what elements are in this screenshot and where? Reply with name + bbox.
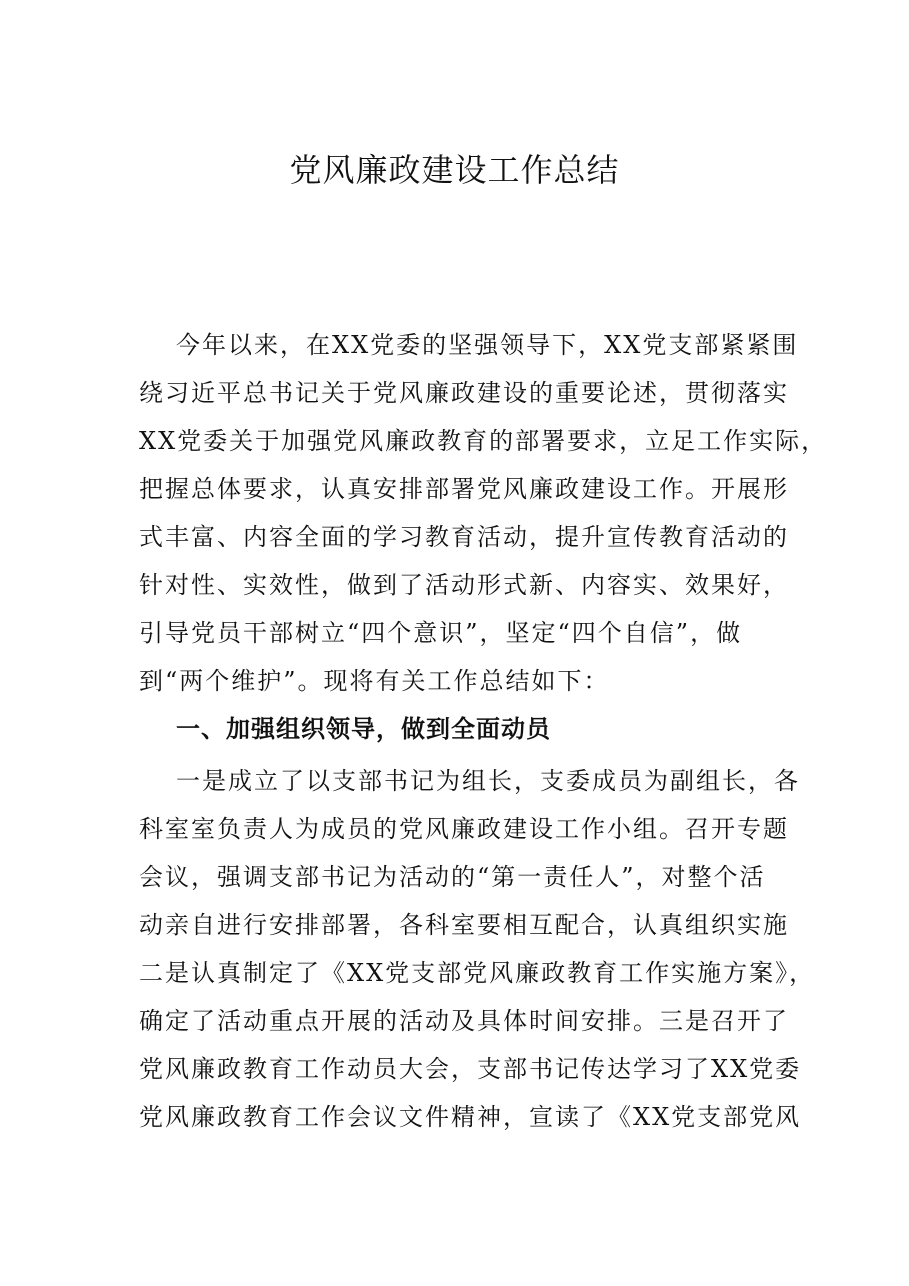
intro-line: 针对性、实效性，做到了活动形式新、内容实、效果好， (139, 571, 789, 599)
intro-line: 绕习近平总书记关于党风廉政建设的重要论述，贯彻落实 (139, 379, 789, 407)
intro-line: 把握总体要求，认真安排部署党风廉政建设工作。开展形 (139, 475, 789, 503)
section-line: 一是成立了以支部书记为组长，支委成员为副组长，各 (176, 767, 800, 795)
document-title: 党风廉政建设工作总结 (289, 151, 620, 189)
section-line: 二是认真制定了《XX党支部党风廉政教育工作实施方案》， (139, 959, 816, 987)
section-line: 确定了活动重点开展的活动及具体时间安排。三是召开了 (139, 1007, 789, 1035)
intro-line: 到“两个维护”。现将有关工作总结如下： (139, 667, 610, 695)
section-line: 科室室负责人为成员的党风廉政建设工作小组。召开专题 (139, 815, 789, 843)
intro-line: 式丰富、内容全面的学习教育活动，提升宣传教育活动的 (139, 523, 789, 551)
section-line: 党风廉政教育工作会议文件精神，宣读了《XX党支部党风 (139, 1103, 802, 1131)
intro-line: 引导党员干部树立“四个意识”，坚定“四个自信”，做 (139, 619, 743, 647)
section-line: 动亲自进行安排部署，各科室要相互配合，认真组织实施 (139, 911, 789, 939)
intro-line: 今年以来，在XX党委的坚强领导下，XX党支部紧紧围 (176, 331, 799, 359)
intro-line: XX党委关于加强党风廉政教育的部署要求，立足工作实际， (139, 427, 828, 455)
section-heading: 一、加强组织领导，做到全面动员 (176, 715, 551, 743)
section-line: 会议，强调支部书记为活动的“第一责任人”，对整个活 (139, 863, 766, 891)
section-line: 党风廉政教育工作动员大会，支部书记传达学习了XX党委 (139, 1055, 802, 1083)
